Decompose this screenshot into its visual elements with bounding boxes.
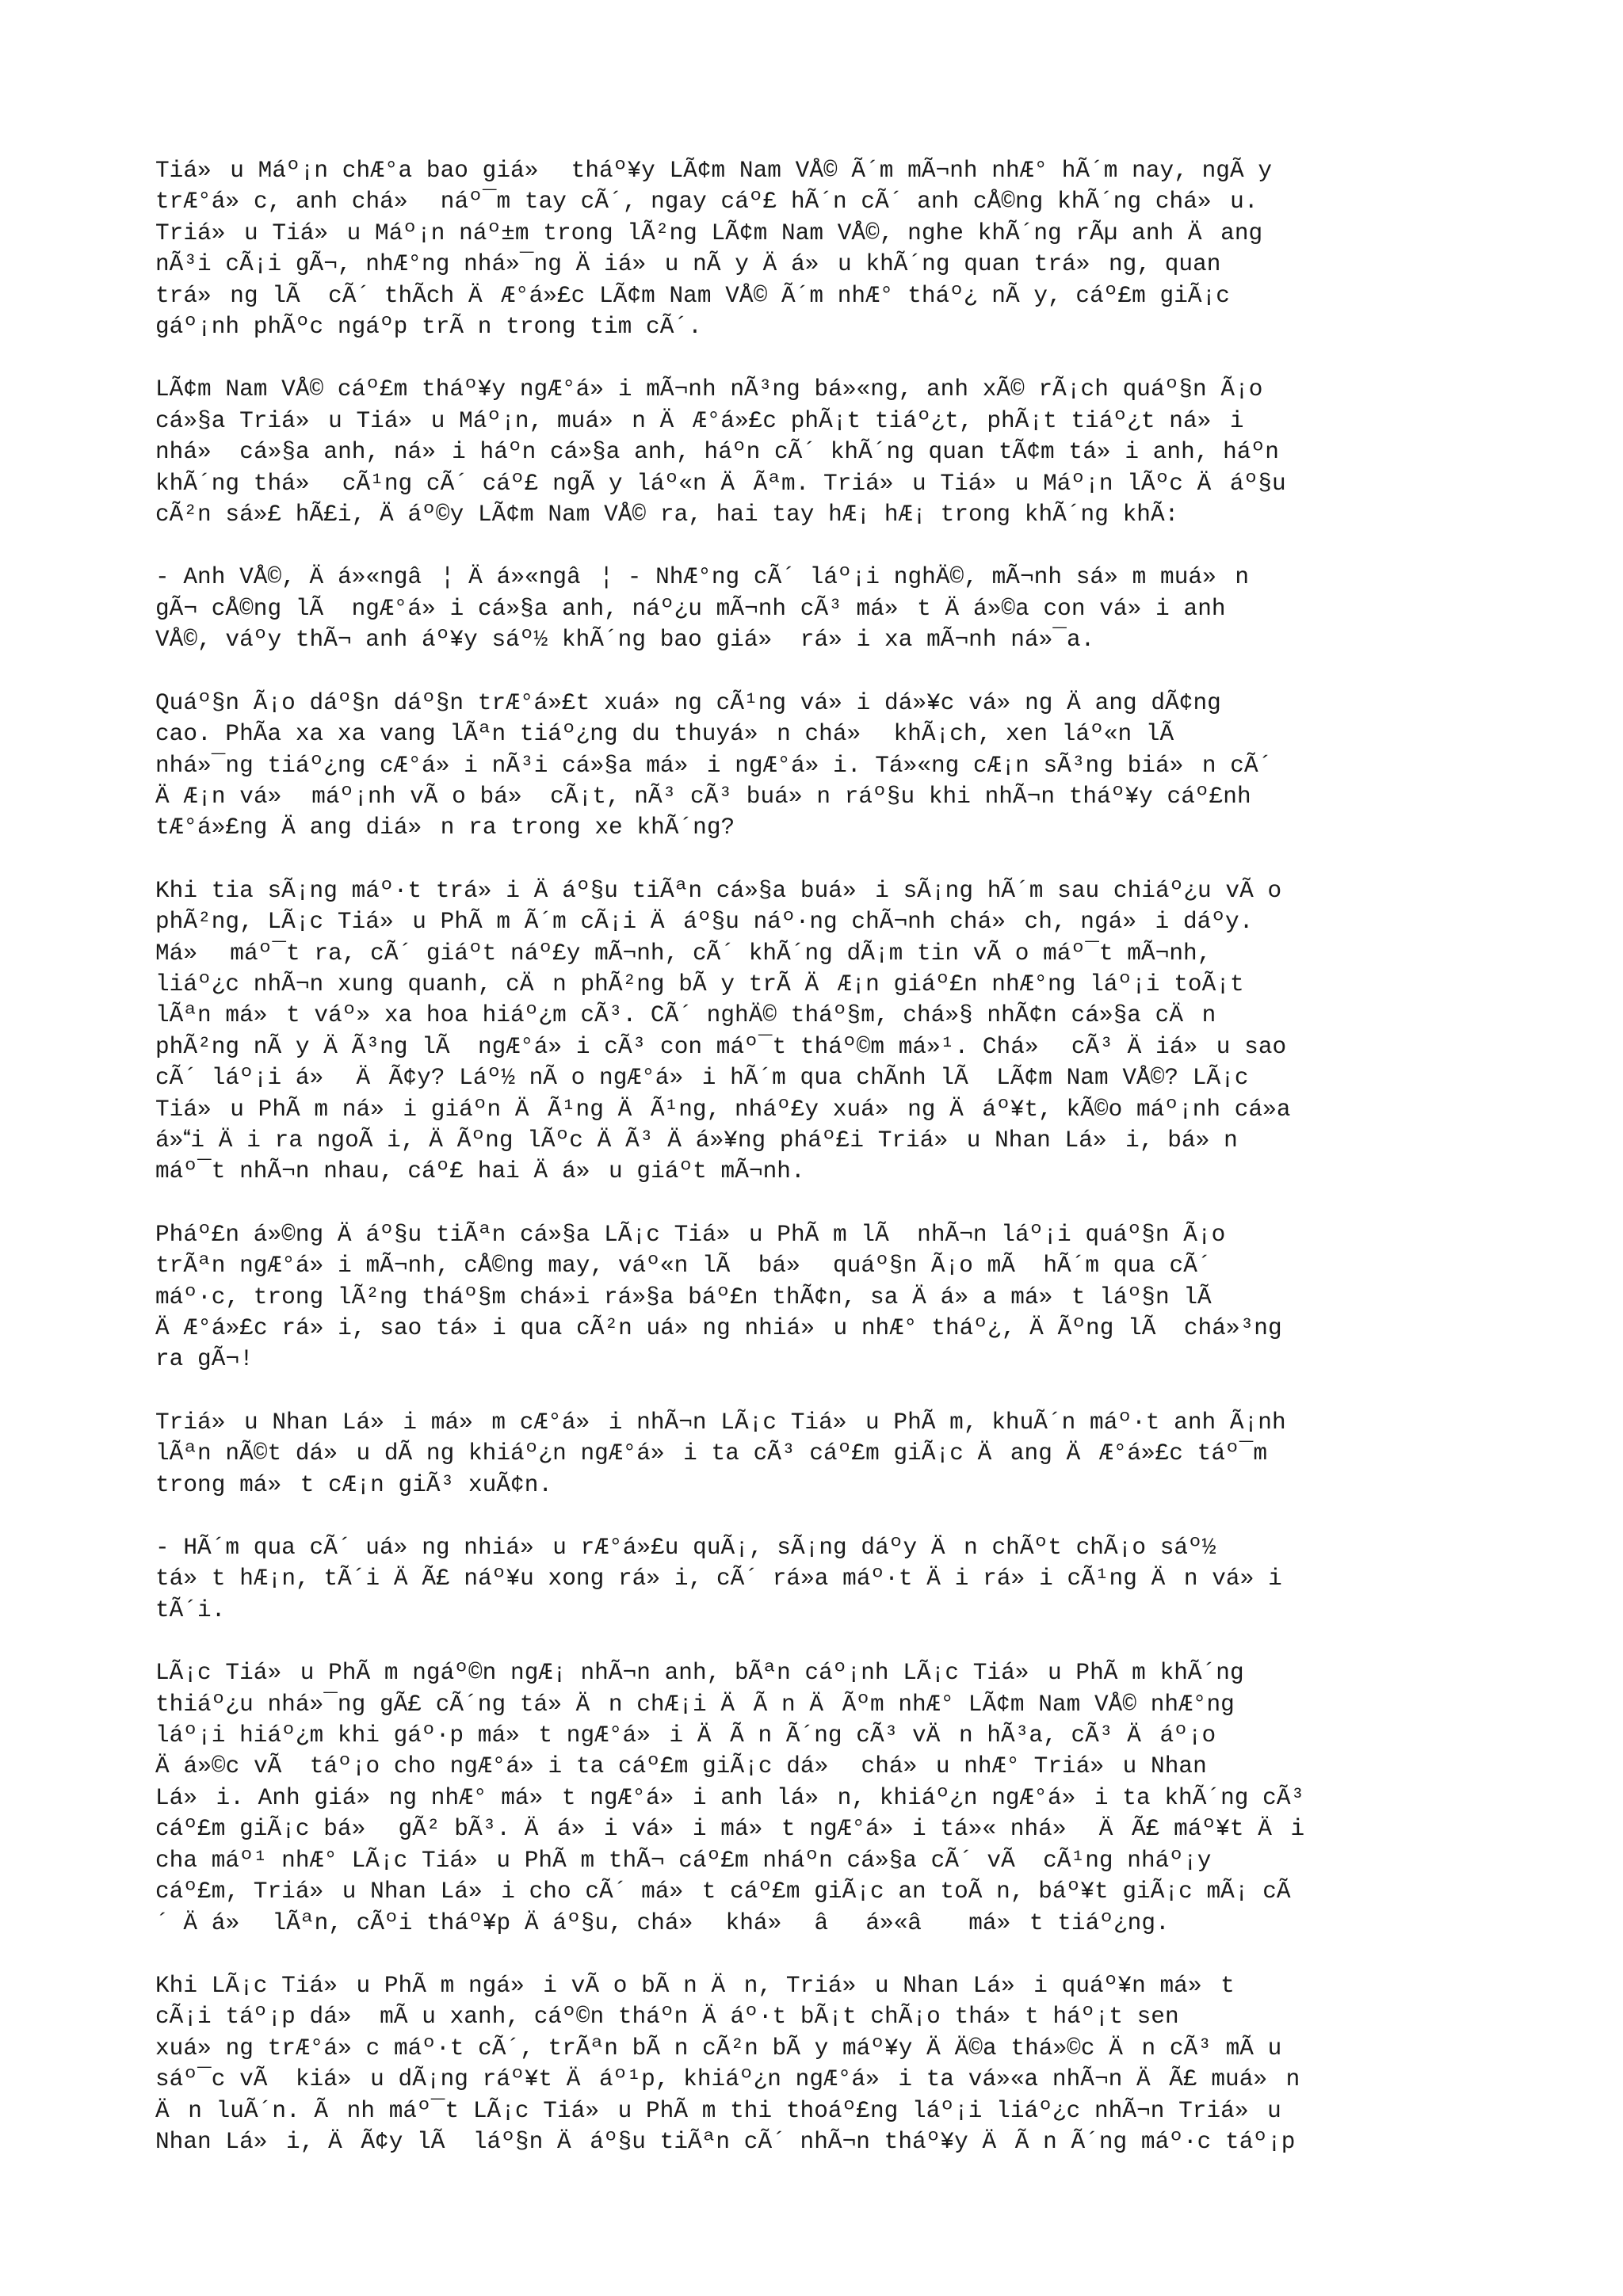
- paragraph-3: - Anh VÅ©, Äá»«ngâ¦ Äá»«ngâ¦ - NhÆ°ng cÃ´ láº¡i nghÄ©, mÃ¬nh sá»m muá»n gÃ¬ cÅ©ng lÃ ngÆ°á»i cá»§a anh, náº¿u mÃ¬nh cÃ³ má»t Äá»©a con vá»i anh VÅ©, váºy thÃ¬ anh áº¥y sáº½ khÃ´ng bao giá» rá»i xa mÃ¬nh ná»¯a.: [155, 564, 1250, 654]
- paragraph-1: Tiá»u Máº¡n chÆ°a bao giá» tháº¥y LÃ¢m Nam VÅ© Ã´m mÃ¬nh nhÆ° hÃ´m nay, ngÃ y trÆ°á»c, anh chá» náº¯m tay cÃ´, ngay cáº£ hÃ´n cÃ´ anh cÅ©ng khÃ´ng chá»u. Triá»u Tiá»u Máº¡n náº±m trong lÃ²ng LÃ¢m Nam VÅ©, nghe khÃ´ng rÃµ anh Äang nÃ³i cÃ¡i gÃ¬, nhÆ°ng nhá»¯ng Äiá»u nÃ y Äá»u khÃ´ng quan trá»ng, quan trá»ng lÃ cÃ´ thÃch ÄÆ°á»£c LÃ¢m Nam VÅ© Ã´m nhÆ° tháº¿ nÃ y, cáº£m giÃ¡c gáº¡nh phÃºc ngáºp trÃ n trong tim cÃ´.: [155, 158, 1273, 341]
- paragraph-4: Quáº§n Ã¡o dáº§n dáº§n trÆ°á»£t xuá»ng cÃ¹ng vá»i dá»¥c vá»ng Äang dÃ¢ng cao. PhÃa xa xa vang lÃªn tiáº¿ng du thuyá»n chá» khÃ¡ch, xen láº«n lÃ nhá»¯ng tiáº¿ng cÆ°á»i nÃ³i cá»§a má»i ngÆ°á»i. Tá»«ng cÆ¡n sÃ³ng biá»n cÃ´ ÄÆ¡n vá» máº¡nh vÃ o bá» cÃ¡t, nÃ³ cÃ³ buá»n ráº§u khi nhÃ¬n tháº¥y cáº£nh tÆ°á»£ng Äang diá» n ra trong xe khÃ´ng?: [155, 689, 1273, 841]
- paragraph-5: Khi tia sÃ¡ng máº·t trá»i Äáº§u tiÃªn cá»§a buá»i sÃ¡ng hÃ´m sau chiáº¿u vÃ o phÃ²ng, LÃ¡c Tiá»u PhÃ m Ã´m cÃ¡i Äáº§u náº·ng chÃ¬nh chá»ch, ngá»i dáºy. Má» máº¯t ra, cÃ´ giáºt náº£y mÃ¬nh, cÃ´ khÃ´ng dÃ¡m tin vÃ o máº¯t mÃ¬nh, liáº¿c nhÃ¬n xung quanh, cÄn phÃ²ng bÃ y trÃ ÄÆ¡n giáº£n nhÆ°ng láº¡i toÃ¡t lÃªn má»t váº» xa hoa hiáº¿m cÃ³. CÃ´ nghÄ© tháº§m, chá»§ nhÃ¢n cá»§a cÄn phÃ²ng nÃ y ÄÃ³ng lÃ ngÆ°á»i cÃ³ con máº¯t tháº©m má»¹. Chá» cÃ³ Äiá»u sao cÃ´ láº¡i á» ÄÃ¢y? Láº½ nÃ o ngÆ°á»i hÃ´m qua chÃnh lÃ LÃ¢m Nam VÅ©? LÃ¡c Tiá»u PhÃ m ná»i giáºn ÄÃ¹ng ÄÃ¹ng, nháº£y xuá»ng Äáº¥t, kÃ©o máº¡nh cá»a á»i Äi ra ngoÃ i, ÄÃºng lÃºc ÄÃ³ Äá»¥ng pháº£i Triá»u Nhan Lá»i, bá»n máº¯t nhÃ¬n nhau, cáº£ hai Äá»u giáºt mÃ¬nh.: [155, 877, 1291, 1185]
- paragraph-7: Triá»u Nhan Lá»i má»m cÆ°á»i nhÃ¬n LÃ¡c Tiá»u PhÃ m, khuÃ´n máº·t anh Ã¡nh lÃªn nÃ©t dá»u dÃ ng khiáº¿n ngÆ°á»i ta cÃ³ cáº£m giÃ¡c Äang ÄÆ°á»£c táº¯m trong má»t cÆ¡n giÃ³ xuÃ¢n.: [155, 1409, 1286, 1498]
- paragraph-6: Pháº£n á»©ng Äáº§u tiÃªn cá»§a LÃ¡c Tiá»u PhÃ m lÃ nhÃ¬n láº¡i quáº§n Ã¡o trÃªn ngÆ°á»i mÃ¬nh, cÅ©ng may, váº«n lÃ bá» quáº§n Ã¡o mÃ hÃ´m qua cÃ´ máº·c, trong lÃ²ng tháº§m chá»i rá»§a báº£n thÃ¢n, sa Äá»a má»t láº§n lÃ ÄÆ°á»£c rá»i, sao tá»i qua cÃ²n uá»ng nhiá»u nhÆ° tháº¿, ÄÃºng lÃ chá»³ng ra gÃ¬!: [155, 1221, 1282, 1373]
- paragraph-9: LÃ¡c Tiá»u PhÃ m ngáº©n ngÆ¡ nhÃ¬n anh, bÃªn cáº¡nh LÃ¡c Tiá»u PhÃ m khÃ´ng thiáº¿u nhá»¯ng gÃ£ cÃ´ng tá» Än chÆ¡i ÄÃ n ÄÃºm nhÆ° LÃ¢m Nam VÅ© nhÆ°ng láº¡i hiáº¿m khi gáº·p má»t ngÆ°á»i ÄÃ n Ã´ng cÃ³ vÄn hÃ³a, cÃ³ Äáº¡o Äá»©c vÃ táº¡o cho ngÆ°á»i ta cáº£m giÃ¡c dá» chá»u nhÆ° Triá»u Nhan Lá»i. Anh giá»ng nhÆ° má»t ngÆ°á»i anh lá»n, khiáº¿n ngÆ°á»i ta khÃ´ng cÃ³ cáº£m giÃ¡c bá» gÃ² bÃ³. Äá»i vá»i má»t ngÆ°á»i tá»« nhá» ÄÃ£ máº¥t Äi cha máº¹ nhÆ° LÃ¡c Tiá»u PhÃ m thÃ¬ cáº£m nháºn cá»§a cÃ´ vÃ cÃ¹ng nháº¡y cáº£m, Triá»u Nhan Lá»i cho cÃ´ má»t cáº£m giÃ¡c an toÃ n, báº¥t giÃ¡c mÃ¡ cÃ ´ Äá» lÃªn, cÃºi tháº¥p Äáº§u, chá» khá» âá»«â má»t tiáº¿ng.: [155, 1660, 1305, 1936]
- paragraph-8: - HÃ´m qua cÃ´ uá»ng nhiá»u rÆ°á»£u quÃ¡, sÃ¡ng dáºy Än chÃºt chÃ¡o sáº½ tá»t hÆ¡n, tÃ´i ÄÃ£ náº¥u xong rá»i, cÃ´ rá»a máº·t Äi rá»i cÃ¹ng Än vá»i tÃ´i.: [155, 1535, 1282, 1623]
- paragraph-10: Khi LÃ¡c Tiá»u PhÃ m ngá»i vÃ o bÃ n Än, Triá»u Nhan Lá»i quáº¥n má»t cÃ¡i táº¡p dá» mÃ u xanh, cáº©n tháºn Äáº·t bÃ¡t chÃ¡o thá»t háº¡t sen xuá»ng trÆ°á»c máº·t cÃ´, trÃªn bÃ n cÃ²n bÃ y máº¥y ÄÄ©a thá»©c Än cÃ³ mÃ u sáº¯c vÃ kiá»u dÃ¡ng ráº¥t Äáº¹p, khiáº¿n ngÆ°á»i ta vá»«a nhÃ¬n ÄÃ£ muá»n Än luÃ´n. Ãnh máº¯t LÃ¡c Tiá»u PhÃ m thi thoáº£ng láº¡i liáº¿c nhÃ¬n Triá»u Nhan Lá»i, ÄÃ¢y lÃ láº§n Äáº§u tiÃªn cÃ´ nhÃ¬n tháº¥y ÄÃ n Ã´ng máº·c táº¡p: [155, 1972, 1300, 2155]
- document-body: [155, 155, 1475, 2189]
- paragraph-2: LÃ¢m Nam VÅ© cáº£m tháº¥y ngÆ°á»i mÃ¬nh nÃ³ng bá»«ng, anh xÃ© rÃ¡ch quáº§n Ã¡o cá»§a Triá»u Tiá»u Máº¡n, muá»n ÄÆ°á»£c phÃ¡t tiáº¿t, phÃ¡t tiáº¿t ná»i nhá» cá»§a anh, ná»i háºn cá»§a anh, háºn cÃ´ khÃ´ng quan tÃ¢m tá»i anh, háºn khÃ´ng thá» cÃ¹ng cÃ´ cáº£ ngÃ y láº«n ÄÃªm. Triá»u Tiá»u Máº¡n lÃºc Äáº§u cÃ²n sá»£ hÃ£i, Äáº©y LÃ¢m Nam VÅ© ra, hai tay hÆ¡ hÆ¡ trong khÃ´ng khÃ:: [155, 376, 1286, 528]
